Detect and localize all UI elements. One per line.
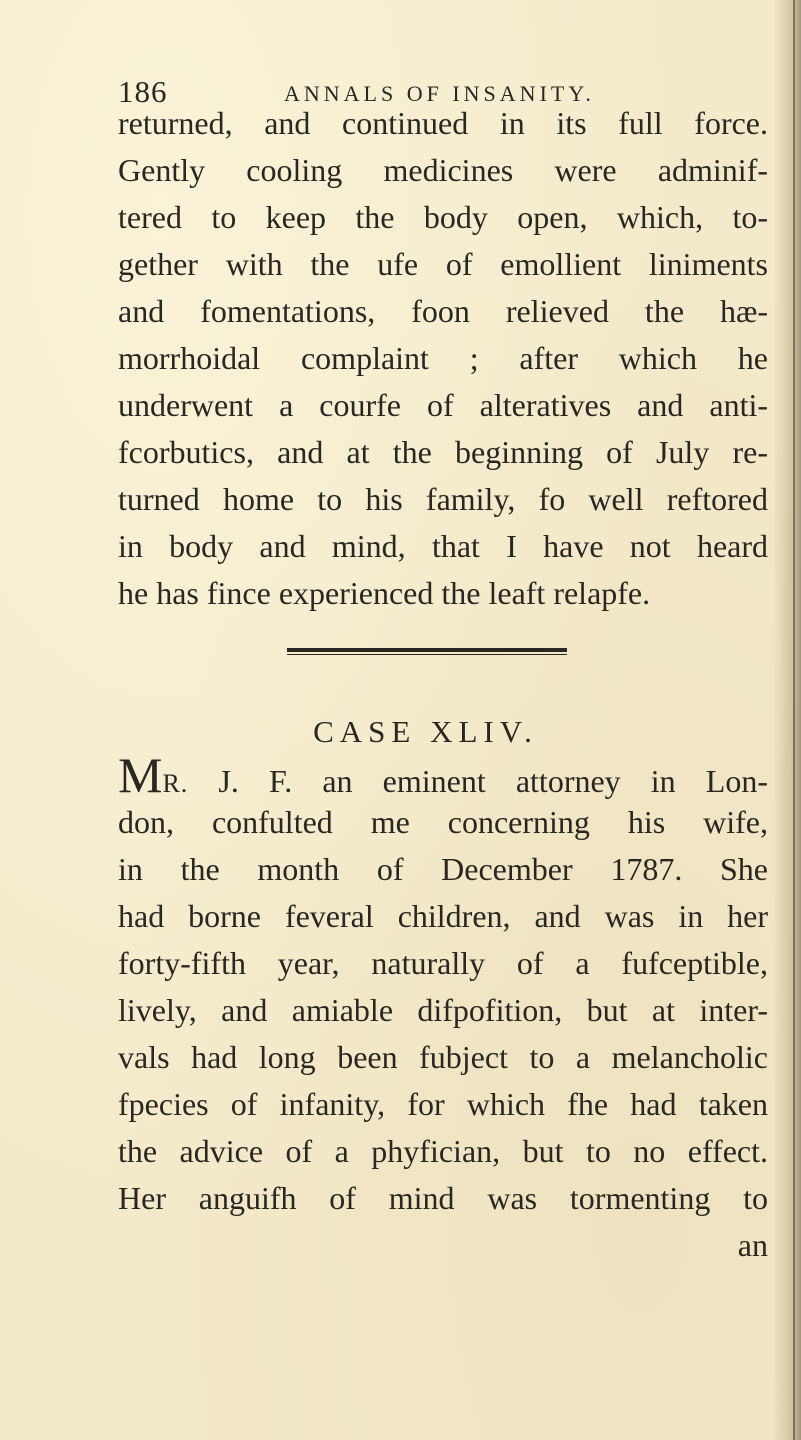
paragraph-continued [118,100,768,617]
text-line: in body and mind, that I have not heard [118,528,768,564]
paragraph-case [118,747,768,1269]
drop-cap: M [118,747,163,803]
text-line: turned home to his family, fo well reftored [118,481,768,517]
text-line: returned, and continued in its full force. [118,105,768,141]
text-line: underwent a courfe of alteratives and anti- [118,387,768,423]
section-divider-rule [287,648,567,656]
text-line: lively, and amiable difpofition, but at inter- [118,992,768,1028]
text-line: Gently cooling medicines were adminif- [118,152,768,188]
text-line: tered to keep the body open, which, to- [118,199,768,235]
text-line: morrhoidal complaint ; after which he [118,340,768,376]
text-line: vals had long been fubject to a melancholic [118,1039,768,1075]
running-head: ANNALS OF INSANITY. [284,81,595,106]
text-line: fcorbutics, and at the beginning of July re- [118,434,768,470]
page-number: 186 [118,74,168,109]
text-line: in the month of December 1787. She [118,851,768,887]
small-caps-text: R. [162,769,189,798]
text-line-first [118,747,768,803]
first-line-text: J. F. an eminent attorney in Lon- [188,763,768,799]
text-line: forty-fifth year, naturally of a fufceptible, [118,945,768,981]
text-line: gether with the ufe of emollient liniments [118,246,768,282]
case-heading: CASE XLIV. [313,714,538,749]
divider-thin-line [287,654,567,655]
divider-thick-line [287,648,567,652]
text-line: and fomentations, foon relieved the hæ- [118,293,768,329]
text-line: the advice of a phyfician, but to no effect. [118,1133,768,1169]
catchword: an [737,1227,768,1263]
text-line: Her anguifh of mind was tormenting to [118,1180,768,1216]
text-line: he has fince experienced the leaft relapfe. [118,575,651,611]
text-line: don, confulted me concerning his wife, [118,804,768,840]
text-line: had borne feveral children, and was in her [118,898,768,934]
text-line: fpecies of infanity, for which fhe had taken [118,1086,768,1122]
